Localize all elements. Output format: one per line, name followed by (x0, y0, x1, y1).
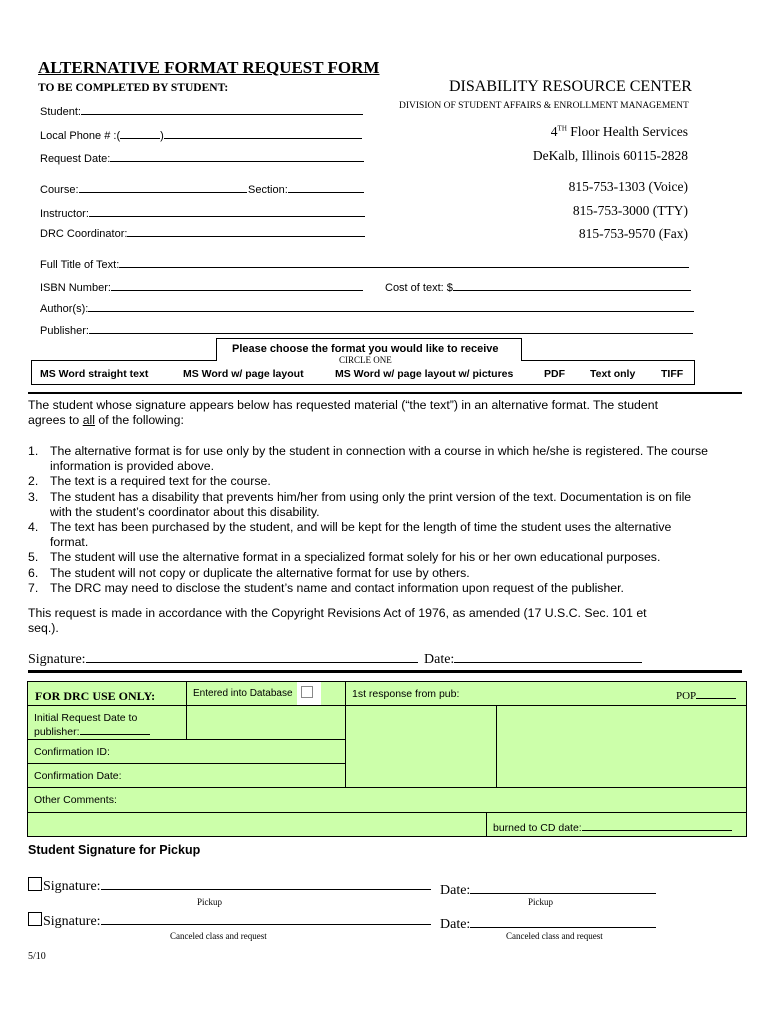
term-item: 5. The student will use the alternative format in a specialized format solely for his or her own educational purposes. (28, 550, 661, 565)
completed-by-label: TO BE COMPLETED BY STUDENT: (38, 82, 229, 94)
form-title: ALTERNATIVE FORMAT REQUEST FORM (38, 58, 380, 77)
format-option-word-straight[interactable]: MS Word straight text (40, 368, 149, 380)
term-item: 4. The text has been purchased by the student, and will be kept for the length of time the student uses the alternative format. (28, 520, 672, 550)
isbn-field[interactable]: ISBN Number: (40, 278, 363, 294)
drc-label-cell: FOR DRC USE ONLY: (27, 681, 187, 706)
format-prompt: Please choose the format you would like to receive (232, 343, 499, 355)
other-comments-cell[interactable]: Other Comments: (27, 787, 747, 813)
publisher-field[interactable]: Publisher: (40, 321, 693, 337)
floor-address: 4TH Floor Health Services (550, 124, 688, 139)
divider (28, 392, 742, 394)
burned-cd-cell[interactable]: burned to CD date: (486, 812, 747, 837)
pickup-date-field[interactable]: Date: (440, 879, 656, 899)
first-response-cell[interactable]: 1st response from pub: (345, 681, 747, 706)
phone-tty: 815-753-3000 (TTY) (572, 203, 688, 218)
org-name: DISABILITY RESOURCE CENTER (449, 78, 692, 95)
student-signature-field[interactable]: Signature: (28, 648, 418, 668)
initial-request-value-cell[interactable] (186, 705, 346, 740)
circle-one-label: CIRCLE ONE (339, 355, 392, 365)
phone-fax: 815-753-9570 (Fax) (578, 226, 688, 241)
copyright-statement: This request is made in accordance with the Copyright Revisions Act of 1976, as amended (17 U.S.C. Sec. 101 et seq.). (28, 606, 647, 636)
term-item: 1. The alternative format is for use only by the student in connection with a course in which he/she is registered. The course information is provided above. (28, 444, 709, 474)
agreement-terms-list (28, 444, 708, 596)
format-option-word-layout[interactable]: MS Word w/ page layout (183, 368, 304, 380)
drc-coordinator-field[interactable]: DRC Coordinator: (40, 224, 365, 240)
response-notes-cell[interactable] (345, 705, 497, 788)
instructor-field[interactable]: Instructor: (40, 204, 365, 220)
cancel-date-field[interactable]: Date: (440, 913, 656, 933)
cancel-signature-field[interactable]: Signature: (28, 910, 431, 930)
cancel-sub-right: Canceled class and request (506, 931, 603, 941)
confirmation-date-cell[interactable]: Confirmation Date: (27, 763, 346, 788)
student-field[interactable]: Student: (40, 102, 363, 118)
cancel-sub-left: Canceled class and request (170, 931, 267, 941)
pickup-sub-left: Pickup (197, 897, 223, 907)
revision-label: 5/10 (28, 951, 46, 962)
format-option-tiff[interactable]: TIFF (661, 368, 684, 380)
term-item: 2. The text is a required text for the course. (28, 474, 271, 489)
division-name: DIVISION OF STUDENT AFFAIRS & ENROLLMENT MANAGEMENT (399, 101, 689, 111)
format-option-pdf[interactable]: PDF (544, 368, 565, 380)
pickup-heading: Student Signature for Pickup (28, 843, 201, 857)
entered-db-cell[interactable]: Entered into Database (186, 681, 346, 706)
section-field[interactable]: Section: (248, 180, 364, 196)
pop-field[interactable]: POP (676, 688, 736, 702)
pickup-signature-field[interactable]: Signature: (28, 875, 431, 895)
term-item: 3. The student has a disability that prevents him/her from using only the print version of the text. Documentation is on file with the student’s coordinator about this disability. (28, 489, 692, 519)
course-field[interactable]: Course: (40, 180, 247, 196)
cancel-checkbox[interactable] (28, 912, 42, 926)
pickup-checkbox[interactable] (28, 877, 42, 891)
local-phone-field[interactable]: Local Phone # :( ) (40, 126, 362, 142)
city-address: DeKalb, Illinois 60115-2828 (532, 148, 688, 163)
request-date-field[interactable]: Request Date: (40, 149, 364, 165)
pickup-sub-right: Pickup (528, 897, 554, 907)
full-title-field[interactable]: Full Title of Text: (40, 255, 689, 271)
entered-db-checkbox[interactable] (297, 682, 321, 705)
term-item: 6. The student will not copy or duplicate the alternative format for use by others. (28, 565, 470, 580)
format-option-word-layout-pictures[interactable]: MS Word w/ page layout w/ pictures (335, 368, 514, 380)
authors-field[interactable]: Author(s): (40, 299, 694, 315)
initial-request-cell[interactable]: Initial Request Date to publisher: (27, 705, 187, 740)
student-date-field[interactable]: Date: (424, 648, 642, 668)
confirmation-id-cell[interactable]: Confirmation ID: (27, 739, 346, 764)
format-option-text-only[interactable]: Text only (590, 368, 636, 380)
term-item: 7. The DRC may need to disclose the student’s name and contact information upon request of the publisher. (28, 580, 624, 595)
divider (28, 670, 742, 673)
cost-field[interactable]: Cost of text: $ (385, 278, 691, 294)
comments-blank-cell[interactable] (27, 812, 487, 837)
agreement-intro: The student whose signature appears below has requested material (“the text”) in an alternative format. The student agrees to all of the following: (28, 398, 658, 428)
phone-voice: 815-753-1303 (Voice) (568, 179, 688, 194)
